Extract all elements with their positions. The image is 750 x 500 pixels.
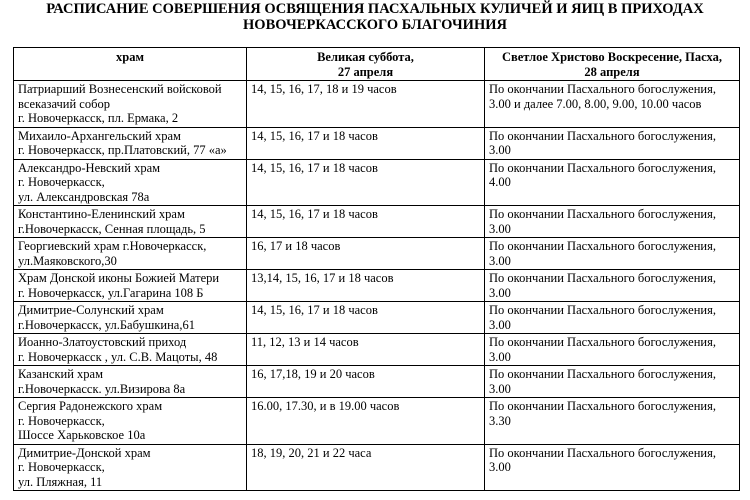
table-row	[14, 302, 740, 334]
easter-times-cell: По окончании Пасхального богослужения, 3.00	[485, 127, 740, 159]
easter-times-cell: По окончании Пасхального богослужения, 3.00	[485, 444, 740, 491]
easter-times-cell: По окончании Пасхального богослужения, 3.00	[485, 334, 740, 366]
saturday-times-cell: 14, 15, 16, 17, 18 и 19 часов	[247, 81, 485, 128]
easter-times-cell: По окончании Пасхального богослужения, 3.00 и далее 7.00, 8.00, 9.00, 10.00 часов	[485, 81, 740, 128]
table-row	[14, 270, 740, 302]
table-row	[14, 238, 740, 270]
title-line-2: НОВОЧЕРКАССКОГО БЛАГОЧИНИЯ	[243, 17, 507, 33]
table-row	[14, 398, 740, 445]
table-row	[14, 334, 740, 366]
temple-cell: Георгиевский храм г.Новочеркасск, ул.Маяковского,30	[14, 238, 247, 270]
table-row	[14, 159, 740, 206]
temple-cell: Димитрие-Солунский храм г.Новочеркасск, ул.Бабушкина,61	[14, 302, 247, 334]
temple-cell: Патриарший Вознесенский войсковой всеказачий собор г. Новочеркасск, пл. Ермака, 2	[14, 81, 247, 128]
easter-times-cell: По окончании Пасхального богослужения, 3.30	[485, 398, 740, 445]
title-line-1: РАСПИСАНИЕ СОВЕРШЕНИЯ ОСВЯЩЕНИЯ ПАСХАЛЬНЫХ КУЛИЧЕЙ И ЯИЦ В ПРИХОДАХ	[46, 1, 704, 17]
temple-cell: Иоанно-Златоустовский приход г. Новочеркасск , ул. С.В. Мацоты, 48	[14, 334, 247, 366]
easter-times-cell: По окончании Пасхального богослужения, 3.00	[485, 206, 740, 238]
saturday-times-cell: 13,14, 15, 16, 17 и 18 часов	[247, 270, 485, 302]
temple-cell: Константино-Еленинский храм г.Новочеркасск, Сенная площадь, 5	[14, 206, 247, 238]
table-row	[14, 444, 740, 491]
table-row	[14, 127, 740, 159]
temple-cell: Казанский храм г.Новочеркасск. ул.Визирова 8а	[14, 366, 247, 398]
saturday-times-cell: 14, 15, 16, 17 и 18 часов	[247, 302, 485, 334]
saturday-times-cell: 18, 19, 20, 21 и 22 часа	[247, 444, 485, 491]
table-row	[14, 81, 740, 128]
saturday-times-cell: 11, 12, 13 и 14 часов	[247, 334, 485, 366]
header-temple: храм	[14, 48, 247, 81]
temple-cell: Сергия Радонежского храм г. Новочеркасск, Шоссе Харьковское 10а	[14, 398, 247, 445]
table-row	[14, 206, 740, 238]
saturday-times-cell: 14, 15, 16, 17 и 18 часов	[247, 206, 485, 238]
temple-cell: Александро-Невский храм г. Новочеркасск, ул. Александровская 78а	[14, 159, 247, 206]
easter-times-cell: По окончании Пасхального богослужения, 3.00	[485, 366, 740, 398]
saturday-times-cell: 16.00, 17.30, и в 19.00 часов	[247, 398, 485, 445]
easter-times-cell: По окончании Пасхального богослужения, 4.00	[485, 159, 740, 206]
temple-cell: Михаило-Архангельский храм г. Новочеркасск, пр.Платовский, 77 «а»	[14, 127, 247, 159]
easter-times-cell: По окончании Пасхального богослужения, 3.00	[485, 270, 740, 302]
table-row	[14, 366, 740, 398]
schedule-table	[13, 47, 740, 491]
header-great-saturday: Великая суббота, 27 апреля	[247, 48, 485, 81]
page-title	[0, 1, 750, 33]
table-header-row	[14, 48, 740, 81]
temple-cell: Храм Донской иконы Божией Матери г. Новочеркасск, ул.Гагарина 108 Б	[14, 270, 247, 302]
temple-cell: Димитрие-Донской храм г. Новочеркасск, ул. Пляжная, 11	[14, 444, 247, 491]
easter-times-cell: По окончании Пасхального богослужения, 3.00	[485, 238, 740, 270]
easter-times-cell: По окончании Пасхального богослужения, 3.00	[485, 302, 740, 334]
header-easter-sunday: Светлое Христово Воскресение, Пасха, 28 апреля	[485, 48, 740, 81]
saturday-times-cell: 14, 15, 16, 17 и 18 часов	[247, 127, 485, 159]
saturday-times-cell: 14, 15, 16, 17 и 18 часов	[247, 159, 485, 206]
saturday-times-cell: 16, 17 и 18 часов	[247, 238, 485, 270]
saturday-times-cell: 16, 17,18, 19 и 20 часов	[247, 366, 485, 398]
